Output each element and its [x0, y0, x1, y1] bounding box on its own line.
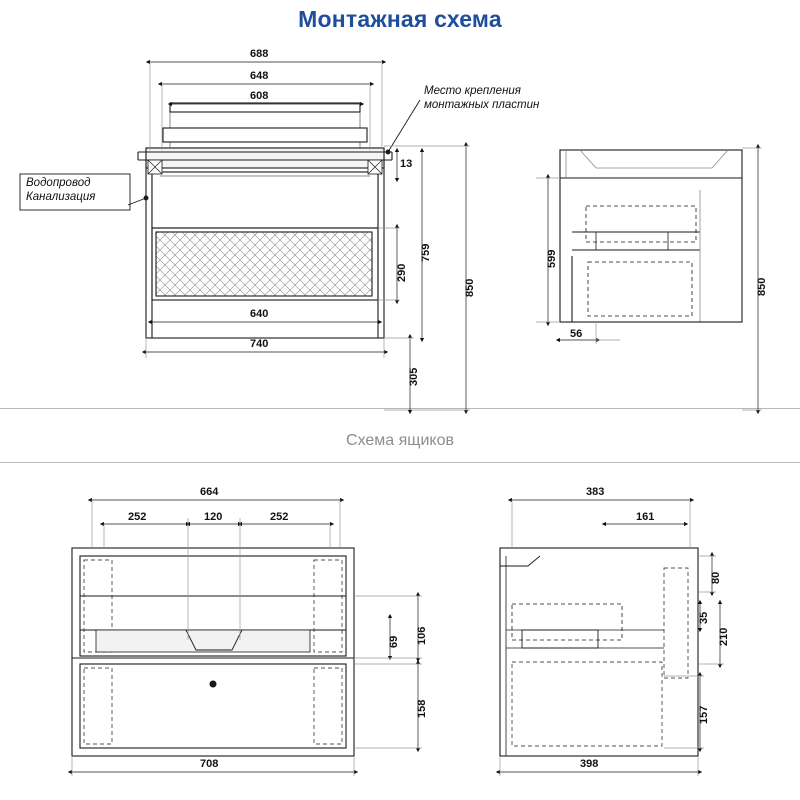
dim-252-left: 252: [128, 511, 147, 523]
dim-688: 688: [250, 48, 269, 60]
note-mount-plates: [424, 84, 539, 113]
dim-210: 210: [718, 627, 730, 646]
page-title: Монтажная схема: [298, 6, 502, 32]
dim-599: 599: [546, 249, 558, 268]
dim-708: 708: [200, 758, 219, 770]
front-view-bottom: [72, 548, 354, 756]
dim-383: 383: [586, 486, 605, 498]
dim-80: 80: [710, 571, 722, 584]
dim-69: 69: [388, 635, 400, 648]
note-plumbing-line2: Канализация: [26, 191, 96, 204]
dim-850-front: 850: [464, 278, 476, 297]
dim-56: 56: [570, 328, 583, 340]
dim-664: 664: [200, 486, 219, 498]
front-view-top: [138, 103, 392, 338]
side-view-bottom: [500, 548, 698, 756]
dim-157: 157: [698, 705, 710, 724]
note-plumbing: [26, 176, 95, 205]
note-plumbing-line1: Водопровод: [26, 177, 91, 189]
dim-648: 648: [250, 70, 269, 82]
side-view-top: [560, 150, 742, 322]
dim-161: 161: [636, 511, 655, 523]
dim-759: 759: [420, 243, 432, 262]
dim-158: 158: [416, 699, 428, 718]
dim-850-side: 850: [756, 277, 768, 296]
dim-35: 35: [698, 611, 710, 624]
dim-290: 290: [396, 263, 408, 282]
section-subtitle: Схема ящиков: [346, 432, 454, 449]
note-mount-plates-line2: монтажных пластин: [424, 99, 540, 112]
dim-120: 120: [204, 511, 223, 523]
dim-13: 13: [400, 158, 413, 170]
dim-640: 640: [250, 308, 269, 320]
dim-740: 740: [250, 338, 269, 350]
dim-106: 106: [416, 626, 428, 645]
dim-252-right: 252: [270, 511, 289, 523]
dim-398: 398: [580, 758, 599, 770]
dim-305: 305: [408, 367, 420, 386]
dim-608: 608: [250, 90, 269, 102]
note-mount-plates-line1: Место крепления: [424, 85, 521, 97]
